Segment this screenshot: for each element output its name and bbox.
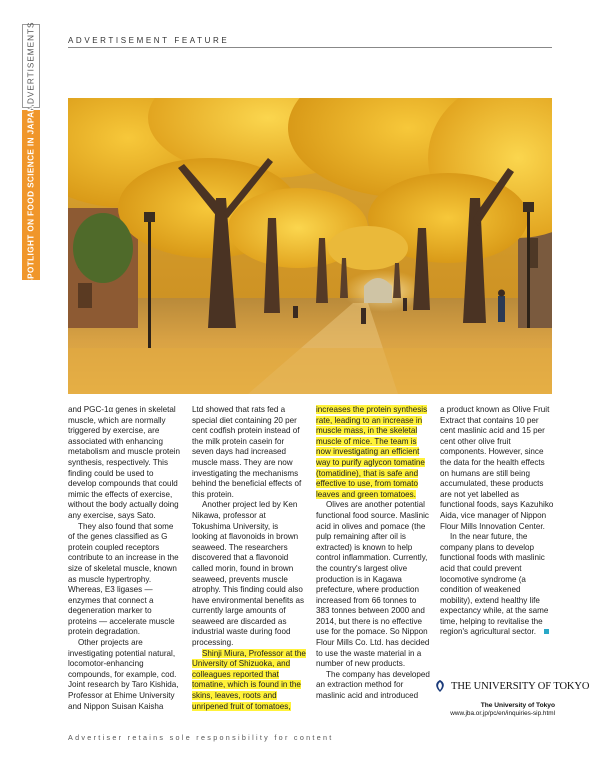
footer-note: Advertiser retains sole responsibility for content bbox=[68, 733, 334, 742]
advertisements-tab bbox=[22, 21, 40, 111]
paragraph-highlighted bbox=[316, 405, 432, 500]
paragraph: a product known as Olive Fruit Extract that contains 10 per cent maslinic acid and 15 per cent other olive fruit components. However, since the data for the health effects on humans are still being accumulated, these products are not yet labelled as functional foods, says Kazuhiko Aida, vice manager of Nippon Flour Mills Innovation Center. bbox=[440, 405, 554, 531]
paragraph-final bbox=[440, 532, 554, 638]
paragraph-highlighted bbox=[192, 649, 306, 713]
header-rule bbox=[68, 47, 552, 48]
ginkgo-avenue-photo bbox=[68, 98, 552, 394]
logo-department: The University of Tokyo bbox=[480, 702, 555, 709]
contact-url[interactable]: www.jba.or.jp/pc/en/inquiries-sip.html bbox=[450, 710, 555, 717]
spotlight-tab bbox=[22, 105, 40, 285]
highlighted-text: increases the protein synthesis rate, leading to an increase in muscle mass, in the skeletal muscle of mice. The team is now investigating an efficient way to purify aglycon tomatine (tomatidine), that is safe and effective to use, from tomato leaves and green tomatoes. bbox=[316, 405, 428, 499]
highlighted-text: Shinji Miura, Professor at the University of Shizuoka, and colleagues reported that tomatine, which is found in the skins, leaves, roots and unripened fruit of tomatoes, bbox=[192, 648, 306, 711]
paragraph: Olives are another potential functional food source. Maslinic acid in olives and pomace (the pulp remaining after oil is extracted) is known to help control inflammation. Currently, the country's largest olive production is in Kagawa prefecture, where production increased from 66 tonnes to 383 tonnes between 2000 and 2014, but there is no effective use for the pomace. So Nippon Flour Mills Co. Ltd. has decided to use the waste material in a number of new products. bbox=[316, 500, 430, 669]
paragraph: Ltd showed that rats fed a special diet containing 20 per cent codfish protein instead of the milk protein casein for seven days had increased muscle mass. They are now investigating the mechanisms behind the beneficial effects of this protein. bbox=[192, 405, 302, 499]
university-seal-icon bbox=[433, 679, 447, 693]
paragraph: The company has developed an extraction method for maslinic acid and introduced bbox=[316, 669, 430, 701]
side-tab bbox=[22, 21, 40, 285]
text-column-4 bbox=[440, 405, 554, 638]
text-column-1 bbox=[68, 405, 182, 712]
spotlight-label: SPOTLIGHT ON FOOD SCIENCE IN JAPAN bbox=[26, 105, 36, 285]
paragraph: Another project led by Ken Nikawa, professor at Tokushima University, is looking at flavonoids in brown seaweed. The researchers discovered that a flavonoid called morin, found in brown seaweed, prevents muscle atrophy. This finding could also have environmental benefits as currently large amounts of seaweed are discarded as industrial waste during food processing. bbox=[192, 500, 305, 648]
paragraph: They also found that some of the genes classified as G protein coupled receptors contribute to an increase in the size of skeletal muscle, known as muscle hypertrophy. Whereas, E3 ligases — enzymes that connect a degeneration marker to proteins — accelerate muscle protein degradation. bbox=[68, 521, 179, 637]
end-mark-icon bbox=[544, 629, 549, 634]
paragraph-text: In the near future, the company plans to develop functional foods with maslinic acid that could prevent locomotive syndrome (a condition of weakened mobility), extend healthy life expectancy while, at the same time, helping to revitalise the region's agricultural sector. bbox=[440, 532, 549, 637]
paragraph: Other projects are investigating potential natural, locomotor-enhancing compounds, for example, cod. Joint research by Taro Kishida, Professor at Ehime University and Nippon Suisan Kaisha bbox=[68, 638, 179, 711]
university-logo bbox=[433, 679, 590, 717]
header-label: ADVERTISEMENT FEATURE bbox=[68, 36, 230, 45]
university-name: THE UNIVERSITY OF TOKYO bbox=[451, 681, 590, 692]
advertisements-label: ADVERTISEMENTS bbox=[26, 21, 36, 111]
text-column-2 bbox=[192, 405, 306, 712]
text-column-3 bbox=[316, 405, 432, 702]
paragraph: and PGC-1α genes in skeletal muscle, which are normally triggered by exercise, are associated with enhancing metabolism and muscle protein synthesis, respectively. This finding could be used to develop compounds that could mimic the effects of exercise, without the body actually doing any exercise, says Sato. bbox=[68, 405, 181, 520]
